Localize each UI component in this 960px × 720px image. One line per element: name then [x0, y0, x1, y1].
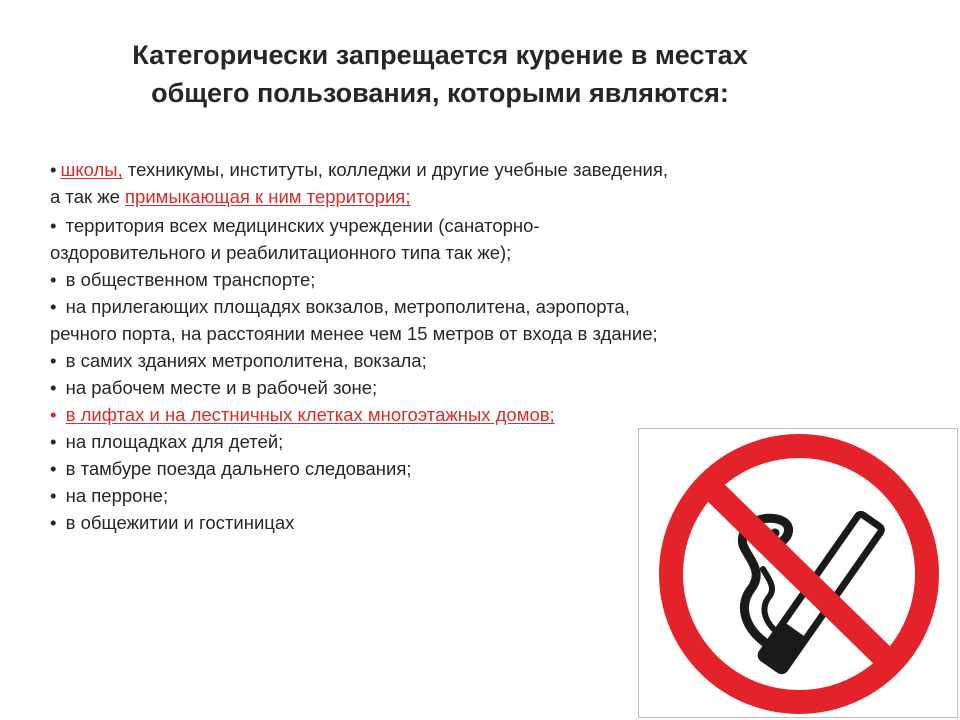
list-item-text: территория всех медицинских учреждении (санаторно-: [60, 215, 540, 236]
bullet-dot: •: [50, 377, 57, 398]
bullet-dot: •: [50, 269, 57, 290]
title-line-2: общего пользования, которыми являются:: [151, 78, 729, 108]
list-item-stations: [50, 293, 830, 347]
list-item-metro-buildings: [50, 347, 830, 374]
bullet-dot: •: [50, 512, 57, 533]
no-smoking-icon: [639, 429, 957, 717]
list-item-text: а так же: [50, 186, 126, 207]
list-item-text: в общественном транспорте;: [60, 269, 316, 290]
list-item-text: техникумы, институты, колледжи и другие учебные заведения,: [122, 159, 669, 180]
list-item-elevators: [50, 401, 830, 428]
list-item-text: в тамбуре поезда дальнего следования;: [60, 458, 412, 479]
bullet-dot: •: [50, 296, 57, 317]
list-item-medical: [50, 212, 830, 266]
bullet-dot: •: [50, 485, 57, 506]
bullet-dot: •: [50, 431, 57, 452]
list-item-text: в общежитии и гостиницах: [60, 512, 295, 533]
list-item-workplace: [50, 374, 830, 401]
list-item-text: на площадках для детей;: [60, 431, 284, 452]
no-smoking-image: [638, 428, 958, 718]
list-item-schools: [50, 156, 830, 210]
list-item-text: на перроне;: [60, 485, 169, 506]
slide-title: [40, 36, 840, 112]
list-item-text: на прилегающих площадях вокзалов, метрополитена, аэропорта,: [60, 296, 630, 317]
bullet-dot: •: [50, 350, 57, 371]
title-line-1: Категорически запрещается курение в местах: [132, 40, 748, 70]
adjacent-territory-link[interactable]: примыкающая к ним территория;: [125, 186, 411, 207]
list-item-text: на рабочем месте и в рабочей зоне;: [60, 377, 378, 398]
elevators-link[interactable]: в лифтах и на лестничных клетках многоэтажных домов;: [65, 404, 555, 425]
list-item-text: оздоровительного и реабилитационного типа так же);: [50, 242, 512, 263]
bullet-dot: •: [50, 159, 57, 180]
list-item-text: в самих зданиях метрополитена, вокзала;: [60, 350, 427, 371]
bullet-dot: •: [50, 404, 57, 425]
bullet-dot: •: [50, 458, 57, 479]
bullet-dot: •: [50, 215, 57, 236]
list-item-text: речного порта, на расстоянии менее чем 15 метров от входа в здание;: [50, 323, 658, 344]
schools-link[interactable]: школы,: [60, 159, 123, 180]
list-item-transport: [50, 266, 830, 293]
